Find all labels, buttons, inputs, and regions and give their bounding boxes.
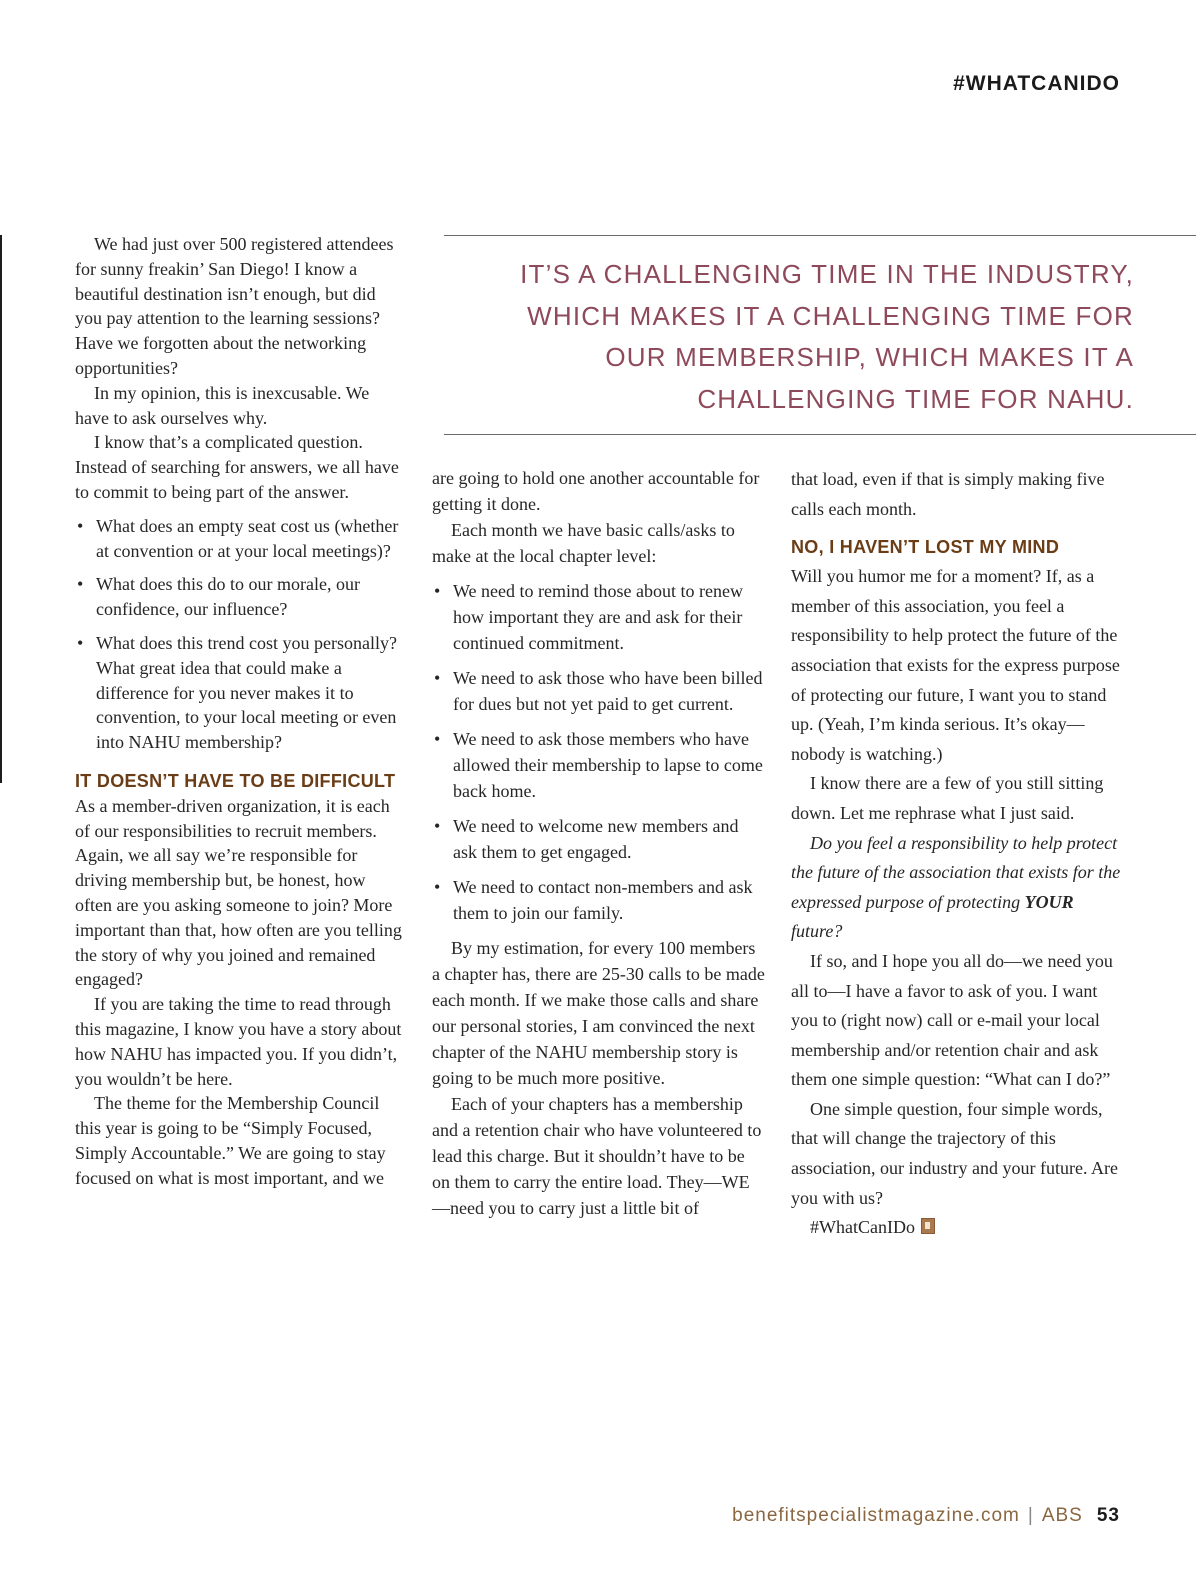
bullet-item: • We need to contact non-members and ask them to join our family. (432, 874, 765, 926)
paragraph: that load, even if that is simply making five calls each month. (791, 469, 1105, 519)
bullet-item: • We need to ask those who have been billed for dues but not yet paid to get current. (432, 665, 765, 717)
section-heading: NO, I HAVEN’T LOST MY MIND (791, 537, 1060, 558)
paragraph: Each month we have basic calls/asks to make at the local chapter level: (432, 520, 735, 566)
article-column-3 (791, 465, 1121, 1243)
pull-quote-text: IT’S A CHALLENGING TIME IN THE INDUSTRY, WHICH MAKES IT A CHALLENGING TIME FOR OUR MEMBERSHIP, WHICH MAKES IT A CHALLENGING TIME FOR NAHU. (520, 259, 1134, 414)
page-number: 53 (1096, 1505, 1120, 1526)
italic-paragraph (791, 829, 1121, 947)
paragraph: In my opinion, this is inexcusable. We have to ask ourselves why. (75, 382, 370, 428)
footer-separator: | (1027, 1505, 1034, 1526)
action-bullet-list (432, 578, 765, 926)
paragraph: As a member-driven organization, it is each of our responsibilities to recruit members. Again, we all say we’re responsible for driving membership but, be honest, how often are you asking someone to join? More important than that, how often are you telling the story of why you joined and remained engaged? (75, 795, 402, 990)
section-hashtag-header: #WHATCANIDO (953, 72, 1120, 95)
paragraph: By my estimation, for every 100 members a chapter has, there are 25-30 calls to be made each month. If we make those calls and share our personal stories, I am convinced the next chapter of the NAHU membership story is going to be much more positive. (432, 938, 765, 1088)
paragraph: Each of your chapters has a membership and a retention chair who have volunteered to lead this charge. But it shouldn’t have to be on them to carry the entire load. They—WE—need you to carry just a little bit of (432, 1094, 762, 1218)
footer-publication: ABS (1041, 1505, 1083, 1526)
paragraph: are going to hold one another accountable for getting it done. (432, 468, 760, 514)
bullet-item: • We need to remind those about to renew how important they are and ask for their continued commitment. (432, 578, 765, 656)
paragraph: One simple question, four simple words, that will change the trajectory of this association, our industry and your future. Are you with us? (791, 1098, 1118, 1208)
bullet-item: • What does this trend cost you personally? What great idea that could make a difference for you never makes it to convention, to your local meeting or even into NAHU membership? (75, 631, 405, 755)
pull-quote-box (444, 235, 1196, 435)
footer-website: benefitspecialistmagazine.com (732, 1505, 1020, 1526)
section-heading: IT DOESN’T HAVE TO BE DIFFICULT (75, 770, 396, 791)
question-bullet-list (75, 514, 405, 755)
paragraph: The theme for the Membership Council this year is going to be “Simply Focused, Simply Accountable.” We are going to stay focused on what is most important, and we (75, 1093, 386, 1188)
bullet-item: • What does this do to our morale, our confidence, our influence? (75, 572, 405, 622)
paragraph: If you are taking the time to read through this magazine, I know you have a story about how NAHU has impacted you. If you didn’t, you wouldn’t be here. (75, 994, 402, 1089)
emphasis-text: YOUR (1024, 891, 1074, 912)
paragraph: We had just over 500 registered attendees for sunny freakin’ San Diego! I know a beautiful destination isn’t enough, but did you pay attention to the learning sessions? Have we forgotten about the networking opportunities? (75, 234, 394, 378)
article-column-2 (432, 465, 765, 1221)
italic-text: Do you feel a responsibility to help protect the future of the association that exists for the expressed purpose of protecting (791, 832, 1121, 912)
signoff-hashtag: #WhatCanIDo (810, 1217, 915, 1238)
paragraph: I know that’s a complicated question. Instead of searching for answers, we all have to commit to being part of the answer. (75, 432, 399, 502)
bullet-item: • What does an empty seat cost us (whether at convention or at your local meetings)? (75, 514, 405, 564)
page-footer (732, 1505, 1120, 1527)
italic-text: future? (791, 921, 843, 942)
paragraph: I know there are a few of you still sitting down. Let me rephrase what I just said. (791, 773, 1104, 823)
paragraph: Will you humor me for a moment? If, as a member of this association, you feel a responsibility to help protect the future of the association that exists for the express purpose of protecting our future, I want you to stand up. (Yeah, I’m kinda serious. It’s okay—nobody is watching.) (791, 566, 1120, 764)
bullet-item: • We need to ask those members who have allowed their membership to lapse to come back home. (432, 726, 765, 804)
bullet-item: • We need to welcome new members and ask them to get engaged. (432, 813, 765, 865)
signoff-line (791, 1213, 1121, 1243)
abs-end-mark-icon (921, 1218, 935, 1234)
article-column-1 (75, 232, 405, 1190)
paragraph: If so, and I hope you all do—we need you all to—I have a favor to ask of you. I want you to (right now) call or e-mail your local membership and/or retention chair and ask them one simple question: “What can I do?” (791, 950, 1113, 1090)
left-margin-rule (0, 235, 2, 783)
